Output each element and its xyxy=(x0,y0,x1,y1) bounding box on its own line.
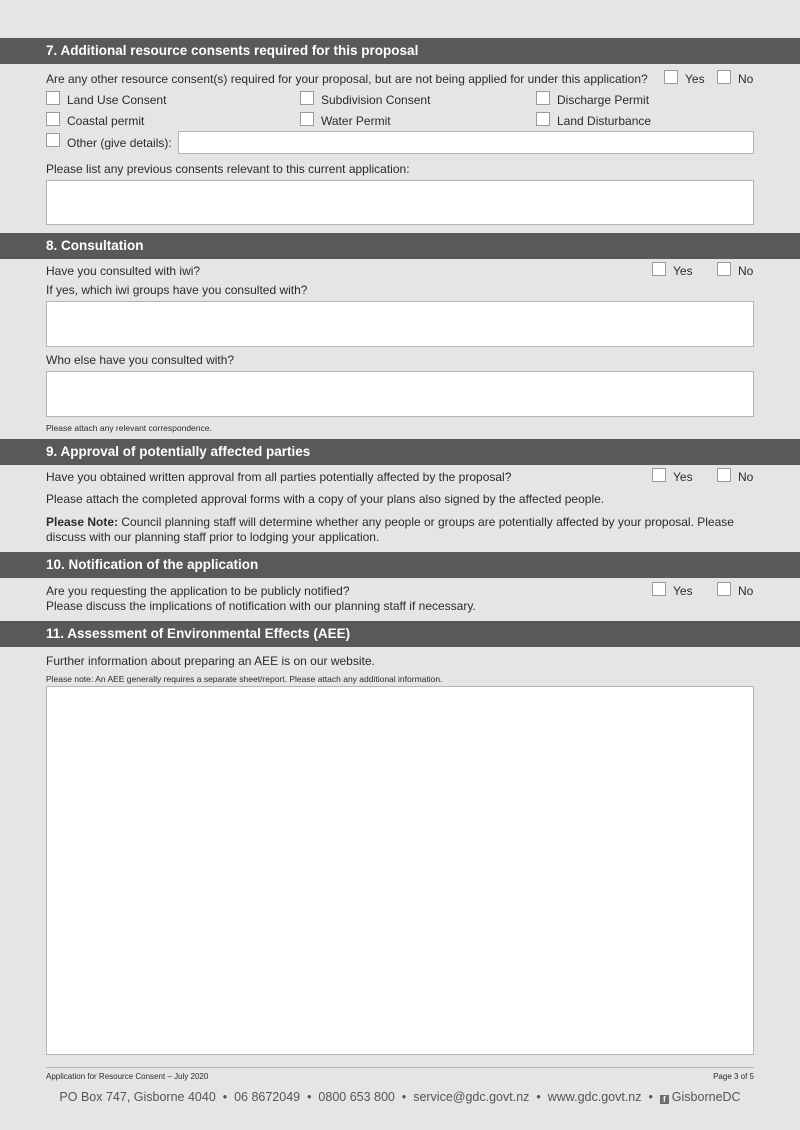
approval-no-label: No xyxy=(738,470,754,484)
footer-separator: • xyxy=(401,1090,407,1104)
iwi-yes-checkbox[interactable] xyxy=(652,262,666,276)
other-details-field[interactable] xyxy=(178,131,754,154)
iwi-yes-label: Yes xyxy=(673,264,693,278)
notification-no-label: No xyxy=(738,584,754,598)
section-7-title: 7. Additional resource consents required for this proposal xyxy=(46,43,419,58)
section-11-header xyxy=(0,621,800,647)
land-use-consent-label: Land Use Consent xyxy=(67,93,167,107)
footer-freephone: 0800 653 800 xyxy=(318,1090,395,1104)
coastal-permit-label: Coastal permit xyxy=(67,114,145,128)
footer-facebook-handle[interactable]: GisborneDC xyxy=(671,1090,741,1104)
land-disturbance-label: Land Disturbance xyxy=(557,114,652,128)
footer-separator: • xyxy=(648,1090,653,1104)
footer-po-box: PO Box 747, Gisborne 4040 xyxy=(59,1090,216,1104)
footer-email-link[interactable]: service@gdc.govt.nz xyxy=(413,1090,530,1104)
notification-yes-checkbox[interactable] xyxy=(652,582,666,596)
discharge-permit-label: Discharge Permit xyxy=(557,93,650,107)
footer-separator: • xyxy=(307,1090,312,1104)
coastal-permit-checkbox[interactable] xyxy=(46,112,60,126)
aee-note: Please note: An AEE generally requires a separate sheet/report. Please attach any additional information. xyxy=(46,674,443,684)
approval-yes-checkbox[interactable] xyxy=(652,468,666,482)
notification-yes-label: Yes xyxy=(673,584,693,598)
footer-website-link[interactable]: www.gdc.govt.nz xyxy=(547,1090,642,1104)
approval-attach-text: Please attach the completed approval forms with a copy of your plans also signed by the affected people. xyxy=(46,492,605,506)
footer-divider xyxy=(46,1067,754,1068)
footer-page-number: Page 3 of 5 xyxy=(713,1072,754,1081)
approval-note-bold: Please Note: xyxy=(46,515,119,529)
section-8-title: 8. Consultation xyxy=(46,238,144,253)
aee-field[interactable] xyxy=(46,686,754,1055)
section-10-header xyxy=(0,552,800,578)
footer-contact-line xyxy=(0,1090,800,1104)
section-10-title: 10. Notification of the application xyxy=(46,557,259,572)
iwi-question: Have you consulted with iwi? xyxy=(46,264,201,278)
approval-no-checkbox[interactable] xyxy=(717,468,731,482)
other-checkbox[interactable] xyxy=(46,133,60,147)
s7-yes-label: Yes xyxy=(685,72,705,86)
aee-info: Further information about preparing an AEE is on our website. xyxy=(46,654,375,668)
iwi-groups-field[interactable] xyxy=(46,301,754,347)
correspondence-note: Please attach any relevant correspondence. xyxy=(46,423,212,433)
approval-question: Have you obtained written approval from all parties potentially affected by the proposal? xyxy=(46,470,512,484)
iwi-no-checkbox[interactable] xyxy=(717,262,731,276)
land-disturbance-checkbox[interactable] xyxy=(536,112,550,126)
consulted-else-field[interactable] xyxy=(46,371,754,417)
s7-yes-checkbox[interactable] xyxy=(664,70,678,84)
iwi-groups-question: If yes, which iwi groups have you consulted with? xyxy=(46,283,308,297)
footer-separator: • xyxy=(536,1090,541,1104)
water-permit-label: Water Permit xyxy=(321,114,391,128)
s7-no-label: No xyxy=(738,72,754,86)
land-use-consent-checkbox[interactable] xyxy=(46,91,60,105)
footer-phone: 06 8672049 xyxy=(234,1090,301,1104)
consulted-else-question: Who else have you consulted with? xyxy=(46,353,235,367)
section-9-title: 9. Approval of potentially affected parties xyxy=(46,444,311,459)
subdivision-consent-checkbox[interactable] xyxy=(300,91,314,105)
water-permit-checkbox[interactable] xyxy=(300,112,314,126)
previous-consents-label: Please list any previous consents relevant to this current application: xyxy=(46,162,410,176)
facebook-icon: f xyxy=(660,1095,669,1104)
section-9-header xyxy=(0,439,800,465)
notification-discuss: Please discuss the implications of notification with our planning staff if necessary. xyxy=(46,599,476,613)
s7-no-checkbox[interactable] xyxy=(717,70,731,84)
notification-no-checkbox[interactable] xyxy=(717,582,731,596)
footer-doc-title: Application for Resource Consent – July 2020 xyxy=(46,1072,209,1081)
section-7-header xyxy=(0,38,800,64)
other-label: Other (give details): xyxy=(67,136,172,150)
footer-separator: • xyxy=(222,1090,228,1104)
subdivision-consent-label: Subdivision Consent xyxy=(321,93,431,107)
s7-question: Are any other resource consent(s) required for your proposal, but are not being applied for under this application? xyxy=(46,72,648,86)
iwi-no-label: No xyxy=(738,264,754,278)
notification-question: Are you requesting the application to be publicly notified? xyxy=(46,584,350,598)
approval-note xyxy=(46,515,754,545)
section-11-title: 11. Assessment of Environmental Effects (AEE) xyxy=(46,626,351,641)
discharge-permit-checkbox[interactable] xyxy=(536,91,550,105)
previous-consents-field[interactable] xyxy=(46,180,754,225)
section-8-header xyxy=(0,233,800,259)
approval-yes-label: Yes xyxy=(673,470,693,484)
approval-note-text: Council planning staff will determine whether any people or groups are potentially affected by your proposal. Please discuss with our planning staff prior to lodging your application. xyxy=(46,515,734,544)
